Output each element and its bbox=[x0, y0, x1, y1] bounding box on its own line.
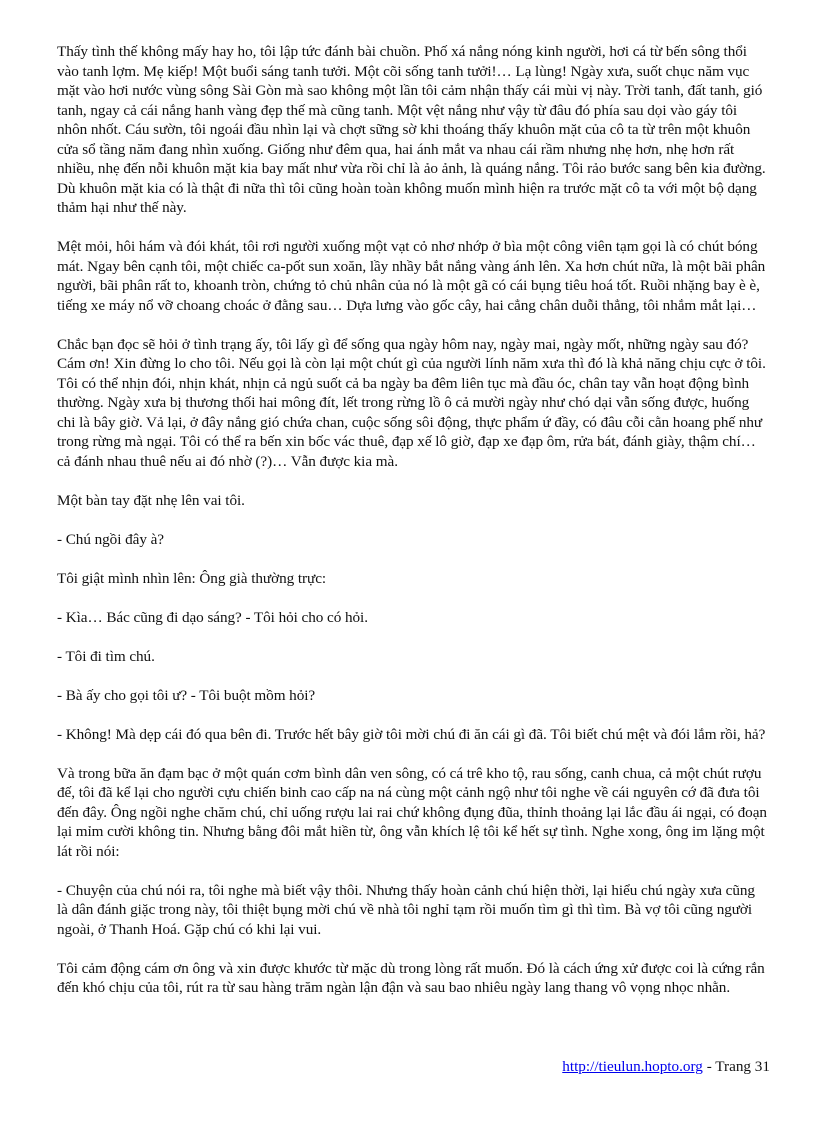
page-body bbox=[57, 42, 769, 1017]
dialogue-line: - Tôi đi tìm chú. bbox=[57, 647, 155, 665]
dialogue-line: - Chú ngồi đây à? bbox=[57, 530, 164, 548]
paragraph: Thấy tình thế không mấy hay ho, tôi lập tức đánh bài chuồn. Phố xá nắng nóng kinh người, hơi cá từ bến sông thổi vào tanh lợm. Mẹ kiếp! Một buổi sáng tanh tưởi. Một cõi sống tanh tưởi!… Lạ lùng! Ngày xưa, suốt chục năm vục mặt vào hơi nước vùng sông Sài Gòn mà sao không một lần tôi cảm nhận thấy cái mùi vị này. Trời tanh, đất tanh, gió tanh, ngay cả cái nắng hanh vàng đẹp thế mà cũng tanh. Một vệt nắng như vậy từ đâu đó phía sau dọi vào gáy tôi nhôn nhốt. Cáu sườn, tôi ngoái đầu nhìn lại và chợt sững sờ khi thoáng thấy khuôn mặt của cô ta từ trên một khuôn cửa sổ tầng năm đang nhìn xuống. Giống như đêm qua, hai ánh mắt va nhau cái rầm nhưng nhẹ hơn, nhẹ hơn rất nhiều, nhẹ đến nỗi khuôn mặt kia bay mất như vừa rồi chỉ là ảo ảnh, là quáng nắng. Tôi rảo bước sang bên kia đường. Dù khuôn mặt kia có là thật đi nữa thì tôi cũng hoàn toàn không muốn mình hiện ra trước mặt cô ta với một bộ dạng thảm hại như thế này. bbox=[57, 43, 766, 216]
dialogue-line: - Không! Mà dẹp cái đó qua bên đi. Trước hết bây giờ tôi mời chú đi ăn cái gì đã. Tôi biết chú mệt và đói lắm rồi, hả? bbox=[57, 725, 766, 743]
paragraph: Mệt mỏi, hôi hám và đói khát, tôi rơi người xuống một vạt cỏ nhơ nhớp ở bìa một công viên tạm gọi là có chút bóng mát. Ngay bên cạnh tôi, một chiếc ca-pốt sun xoăn, lầy nhầy bắt nắng vàng ánh lên. Xa hơn chút nữa, là một bãi phân người, bãi phân rất to, khoanh tròn, chứng tỏ chủ nhân của nó là một gã có cái bụng tiêu hoá tốt. Ruồi nhặng bay è è, tiếng xe máy nổ vỡ choang choác ở đằng sau… Dựa lưng vào gốc cây, hai cẳng chân duỗi thẳng, tôi nhắm mắt lại… bbox=[57, 238, 766, 314]
paragraph: Tôi giật mình nhìn lên: Ông già thường trực: bbox=[57, 569, 327, 587]
paragraph: Tôi cảm động cám ơn ông và xin được khước từ mặc dù trong lòng rất muốn. Đó là cách ứng xử được coi là cứng rắn đến khó chịu của tôi, rút ra từ sau hàng trăm ngàn lận đận và sau bao nhiêu ngày lang thang vô vọng nhọc nhằn. bbox=[57, 959, 765, 996]
footer-separator: - bbox=[702, 1058, 716, 1075]
dialogue-line: - Chuyện của chú nói ra, tôi nghe mà biết vậy thôi. Nhưng thấy hoàn cảnh chú hiện thời, lại hiểu chú ngày xưa cũng là dân đánh giặc trong này, tôi thiệt bụng mời chú về nhà tôi nghỉ tạm rồi muốn tìm gì thì tìm. Bà vợ tôi cũng người ngoài, ở Thanh Hoá. Gặp chú có khi lại vui. bbox=[57, 881, 755, 938]
paragraph: Và trong bữa ăn đạm bạc ở một quán cơm bình dân ven sông, có cá trê kho tộ, rau sống, canh chua, cả một chút rượu đế, tôi đã kể lại cho người cựu chiến binh cao cấp na ná cùng một cảnh ngộ như tôi nghe về cái nguyên cớ đã đưa tôi đến đây. Ông ngồi nghe chăm chú, chỉ uống rượu lai rai chứ không đụng đũa, thỉnh thoảng lại lắc đầu ái ngại, có đoạn lại mỉm cười không tin. Nhưng bằng đôi mắt hiền từ, ông vẫn khích lệ tôi kể hết sự tình. Nghe xong, ông im lặng một lát rồi nói: bbox=[57, 764, 767, 860]
paragraph: Một bàn tay đặt nhẹ lên vai tôi. bbox=[57, 491, 245, 509]
paragraph: Chắc bạn đọc sẽ hỏi ở tình trạng ấy, tôi lấy gì để sống qua ngày hôm nay, ngày mai, ngày mốt, những ngày sau đó? Cám ơn! Xin đừng lo cho tôi. Nếu gọi là còn lại một chút gì của người lính năm xưa thì đó là khả năng chịu cực ở tôi. Tôi có thể nhịn đói, nhịn khát, nhịn cả ngủ suốt cả ba ngày ba đêm liên tục mà đầu óc, chân tay vẫn hoạt động bình thường. Ngày xưa bị thương thối hai mông đít, lết trong rừng lồ ô cả mười ngày như chó dại vẫn sống được, huống chi là bây giờ. Vả lại, ở đây nắng gió chứa chan, cuộc sống sôi động, thực phẩm ứ đầy, có đâu cỗi cằn hoang phế như trong rừng mà ngại. Tôi có thể ra bến xin bốc vác thuê, đạp xế lô giờ, đạp xe đạp ôm, rửa bát, đánh giày, thậm chí… cả đánh nhau thuê nếu ai đó nhờ (?)… Vẫn được kia mà. bbox=[57, 335, 766, 470]
dialogue-line: - Kìa… Bác cũng đi dạo sáng? - Tôi hỏi cho có hỏi. bbox=[57, 608, 368, 626]
page-footer bbox=[57, 1057, 770, 1077]
source-link[interactable]: http://tieulun.hopto.org bbox=[562, 1058, 703, 1075]
page-number: Trang 31 bbox=[715, 1058, 770, 1075]
dialogue-line: - Bà ấy cho gọi tôi ư? - Tôi buột mồm hỏi? bbox=[57, 686, 316, 704]
